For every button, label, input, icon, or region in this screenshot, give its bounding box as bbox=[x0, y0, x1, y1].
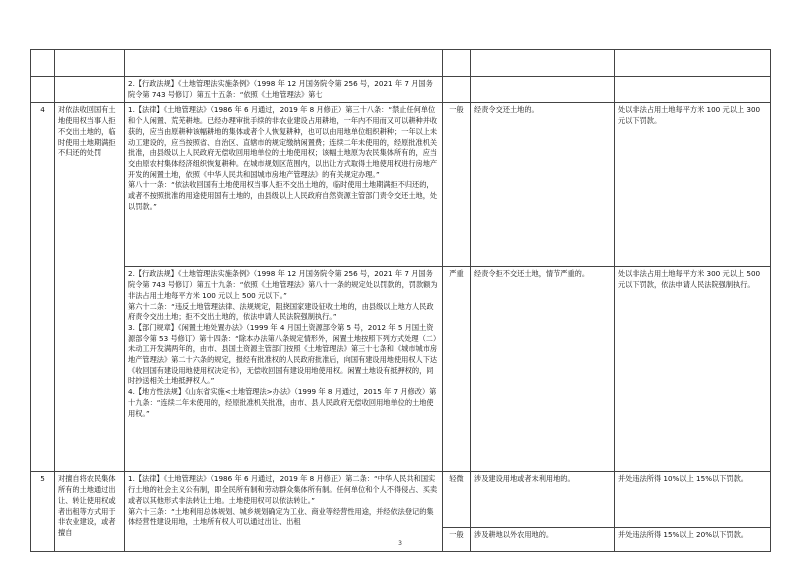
row-number: 5 bbox=[31, 472, 55, 552]
row-number: 4 bbox=[31, 103, 55, 472]
empty-cell bbox=[31, 50, 55, 77]
empty-cell bbox=[443, 77, 471, 103]
page-number: 3 bbox=[398, 540, 402, 547]
table-row bbox=[31, 50, 771, 77]
law-text-cell bbox=[125, 267, 443, 472]
law-text-cell bbox=[125, 103, 443, 267]
severity-level: 一般 bbox=[443, 103, 471, 267]
empty-cell bbox=[125, 50, 443, 77]
circumstance-text: 涉及建设用地或者未利用地的。 bbox=[471, 472, 615, 528]
severity-level: 轻微 bbox=[443, 472, 471, 528]
table-row bbox=[31, 77, 771, 103]
empty-cell bbox=[615, 77, 771, 103]
empty-cell bbox=[443, 50, 471, 77]
circumstance-text: 经责令拒不交还土地，情节严重的。 bbox=[471, 267, 615, 472]
violation-name: 对依法收回国有土地使用权当事人拒不交出土地的，临时使用土地期满拒不归还的处罚 bbox=[55, 103, 125, 472]
law-text: 1.【法律】《土地管理法》（1986 年 6 月通过，2019 年 8 月修正）第三十八条：“禁止任何单位和个人闲置、荒芜耕地。已经办理审批手续的非农业建设占用耕地，一年内不用而又可以耕种并收获的，应当由原耕种该幅耕地的集体或者个人恢复耕种，也可以由用地单位组织耕种；一年以上未动工建设的，应当按照省、自治区、直辖市的规定缴纳闲置费；连续二年未使用的，经原批准机关批准，由县级以上人民政府无偿收回用地单位的土地使用权；该幅土地原为农民集体所有的，应当交由原农村集体经济组织恢复耕种。在城市规划区范围内，以出让方式取得土地使用权进行房地产开发的闲置土地，依照《中华人民共和国城市房地产管理法》的有关规定办理。” 第八十一条：“依法收回国有土地使用权当事人拒不交出土地的，临时使用土地期满拒不归还的，或者不按照批准的用途使用国有土地的，由县级以上人民政府自然资源主管部门责令交还土地，处以罚款。” bbox=[128, 105, 438, 211]
circumstance-text: 涉及耕地以外农用地的。 bbox=[471, 528, 615, 552]
penalty-text: 并处违法所得 15%以上 20%以下罚款。 bbox=[615, 528, 771, 552]
empty-cell bbox=[55, 77, 125, 103]
law-text: 2.【行政法规】《土地管理法实施条例》（1998 年 12 月国务院令第 256 号，2021 年 7 月国务院令第 743 号修订）第五十五条：“依照《土地管理法》第七 bbox=[128, 79, 433, 99]
law-text: 2.【行政法规】《土地管理法实施条例》（1998 年 12 月国务院令第 256 号，2021 年 7 月国务院令第 743 号修订）第五十九条：“依照《土地管理法》第八十一条的规定处以罚款的，罚款额为非法占用土地每平方米 100 元以上 500 元以下。” 第六十二条：“违反土地管理法律、法规规定，阻挠国家建设征收土地的，由县级以上地方人民政府责令交出土地；拒不交出土地的，依法申请人民法院强制执行。” 3.【部门规章】《闲置土地处置办法》（1999 年 4 月国土资源部令第 5 号，2012 年 5 月国土资源部令第 53 号修订）第十四条：“除本办法第八条规定情形外，闲置土地按照下列方式处理（二）未动工开发满两年的，由市、县国土资源主管部门按照《土地管理法》第三十七条和《城市城市房地产管理法》第二十六条的规定，报经有批准权的人民政府批准后，向国有建设用地使用权人下达《收回国有建设用地使用权决定书》，无偿收回国有建设用地使用权。闲置土地设有抵押权的，同时抄送相关土地抵押权人。” 4.【地方性法规】《山东省实施<土地管理法>办法》（1999 年 8 月通过，2015 年 7 月修改）第十九条：“连续二年未使用的，经原批准机关批准，由市、县人民政府无偿收回用地单位的土地使用权。” bbox=[128, 269, 438, 418]
empty-cell bbox=[55, 50, 125, 77]
severity-level: 严重 bbox=[443, 267, 471, 472]
empty-cell bbox=[471, 77, 615, 103]
empty-cell bbox=[471, 50, 615, 77]
penalty-text: 处以非法占用土地每平方米 300 元以上 500 元以下罚款，依法申请人民法院强制执行。 bbox=[615, 267, 771, 472]
violation-name: 对擅自将农民集体所有的土地通过出让、转让使用权或者出租等方式用于非农业建设，或者擅自 bbox=[55, 472, 125, 552]
table-row bbox=[31, 103, 771, 267]
penalty-text: 处以非法占用土地每平方米 100 元以上 300 元以下罚款。 bbox=[615, 103, 771, 267]
severity-level: 一般 bbox=[443, 528, 471, 552]
table-row bbox=[31, 267, 771, 472]
circumstance-text: 经责令交还土地的。 bbox=[471, 103, 615, 267]
empty-cell bbox=[31, 77, 55, 103]
penalty-standards-table bbox=[30, 49, 771, 552]
law-text: 1.【法律】《土地管理法》（1986 年 6 月通过，2019 年 8 月修正）第二条：“中华人民共和国实行土地的社会主义公有制，即全民所有制和劳动群众集体所有制。任何单位和个人不得侵占、买卖或者以其他形式非法转让土地。土地使用权可以依法转让。” 第六十三条：“土地利用总体规划、城乡规划确定为工业、商业等经营性用途，并经依法登记的集体经营性建设用地，土地所有权人可以通过出让、出租 bbox=[128, 474, 438, 527]
table-row bbox=[31, 472, 771, 528]
law-text-cell bbox=[125, 77, 443, 103]
empty-cell bbox=[615, 50, 771, 77]
penalty-text: 并处违法所得 10%以上 15%以下罚款。 bbox=[615, 472, 771, 528]
